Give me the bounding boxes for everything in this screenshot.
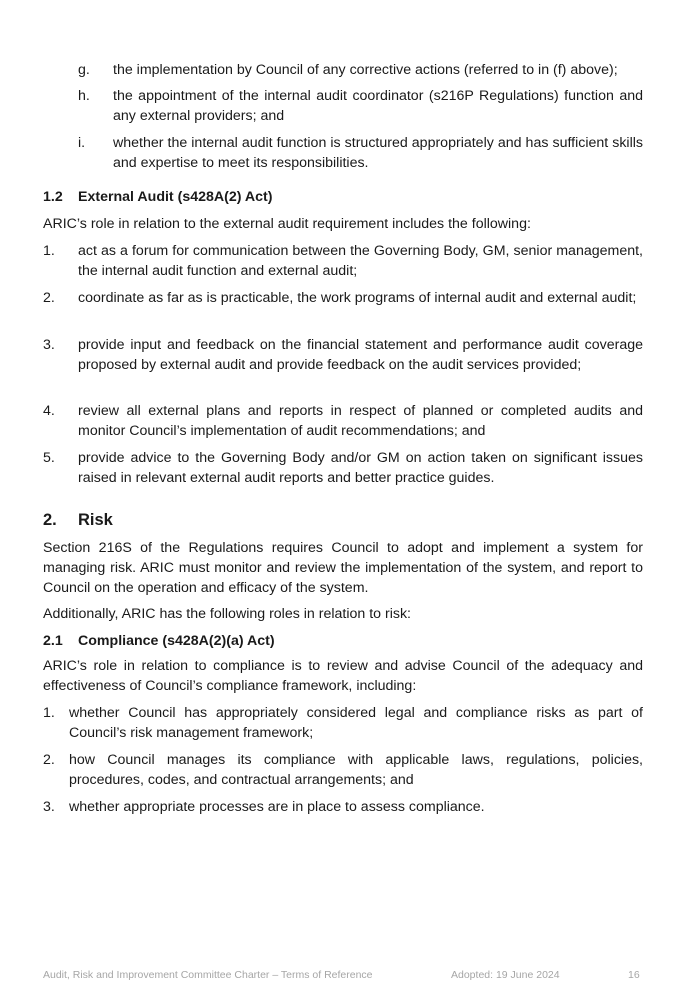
footer-page-number: 16 <box>628 969 640 981</box>
list-label: g. <box>78 62 90 78</box>
list-item <box>43 750 643 792</box>
list-item-h <box>43 86 643 128</box>
footer-doc-title: Audit, Risk and Improvement Committee Charter – Terms of Reference <box>43 969 373 981</box>
list-item <box>43 797 643 819</box>
list-label: 1. <box>43 243 55 259</box>
section-heading-2-1 <box>43 631 275 651</box>
list-item <box>43 448 643 490</box>
list-item <box>43 335 643 397</box>
list-item <box>43 288 643 330</box>
list-text: how Council manages its compliance with applicable laws, regulations, policies, procedures, codes, and contractual arrangements; and <box>69 752 643 788</box>
list-label: 1. <box>43 705 55 721</box>
list-text: act as a forum for communication between the Governing Body, GM, senior management, the internal audit function and external audit; <box>78 243 643 279</box>
list-label: 2. <box>43 290 55 306</box>
list-item-i <box>43 133 643 175</box>
list-label: i. <box>78 135 86 151</box>
list-text: whether the internal audit function is structured appropriately and has sufficient skills and expertise to meet its responsibilities. <box>113 135 643 171</box>
list-label: 5. <box>43 450 55 466</box>
list-item <box>43 401 643 443</box>
section-title: Compliance (s428A(2)(a) Act) <box>78 633 275 649</box>
list-label: 4. <box>43 403 55 419</box>
section-title: Risk <box>78 511 113 529</box>
list-item <box>43 241 643 283</box>
section-number: 2. <box>43 511 57 529</box>
list-text: whether Council has appropriately considered legal and compliance risks as part of Council’s risk management framework; <box>69 705 643 741</box>
list-label: 2. <box>43 752 55 768</box>
paragraph: Section 216S of the Regulations requires Council to adopt and implement a system for managing risk. ARIC must monitor and review the implementation of the system, and report to Council on the operation and efficacy of the system. <box>43 540 643 596</box>
list-text: review all external plans and reports in respect of planned or completed audits and monitor Council’s implementation of audit recommendations; and <box>78 403 643 439</box>
list-text: provide input and feedback on the financial statement and performance audit coverage proposed by external audit and provide feedback on the audit services provided; <box>78 337 643 373</box>
section-intro: ARIC’s role in relation to compliance is to review and advise Council of the adequacy and effectiveness of Council’s compliance framework, including: <box>43 658 643 694</box>
list-item-g <box>43 60 643 82</box>
list-text: provide advice to the Governing Body and/or GM on action taken on significant issues raised in relevant external audit reports and better practice guides. <box>78 450 643 486</box>
list-text: the appointment of the internal audit coordinator (s216P Regulations) function and any external providers; and <box>113 88 643 124</box>
list-text: the implementation by Council of any corrective actions (referred to in (f) above); <box>113 62 618 78</box>
list-label: 3. <box>43 337 55 353</box>
list-text: whether appropriate processes are in place to assess compliance. <box>69 799 485 815</box>
section-heading-2 <box>43 510 113 530</box>
list-label: 3. <box>43 799 55 815</box>
footer-adopted-date: Adopted: 19 June 2024 <box>451 969 560 981</box>
list-text: coordinate as far as is practicable, the work programs of internal audit and external audit; <box>78 290 637 306</box>
section-title: External Audit (s428A(2) Act) <box>78 189 273 205</box>
section-heading-1-2 <box>43 187 272 207</box>
paragraph: Additionally, ARIC has the following roles in relation to risk: <box>43 606 412 622</box>
list-label: h. <box>78 88 90 104</box>
list-item <box>43 703 643 745</box>
section-number: 2.1 <box>43 633 63 649</box>
section-number: 1.2 <box>43 189 63 205</box>
section-intro: ARIC’s role in relation to the external audit requirement includes the following: <box>43 216 531 232</box>
